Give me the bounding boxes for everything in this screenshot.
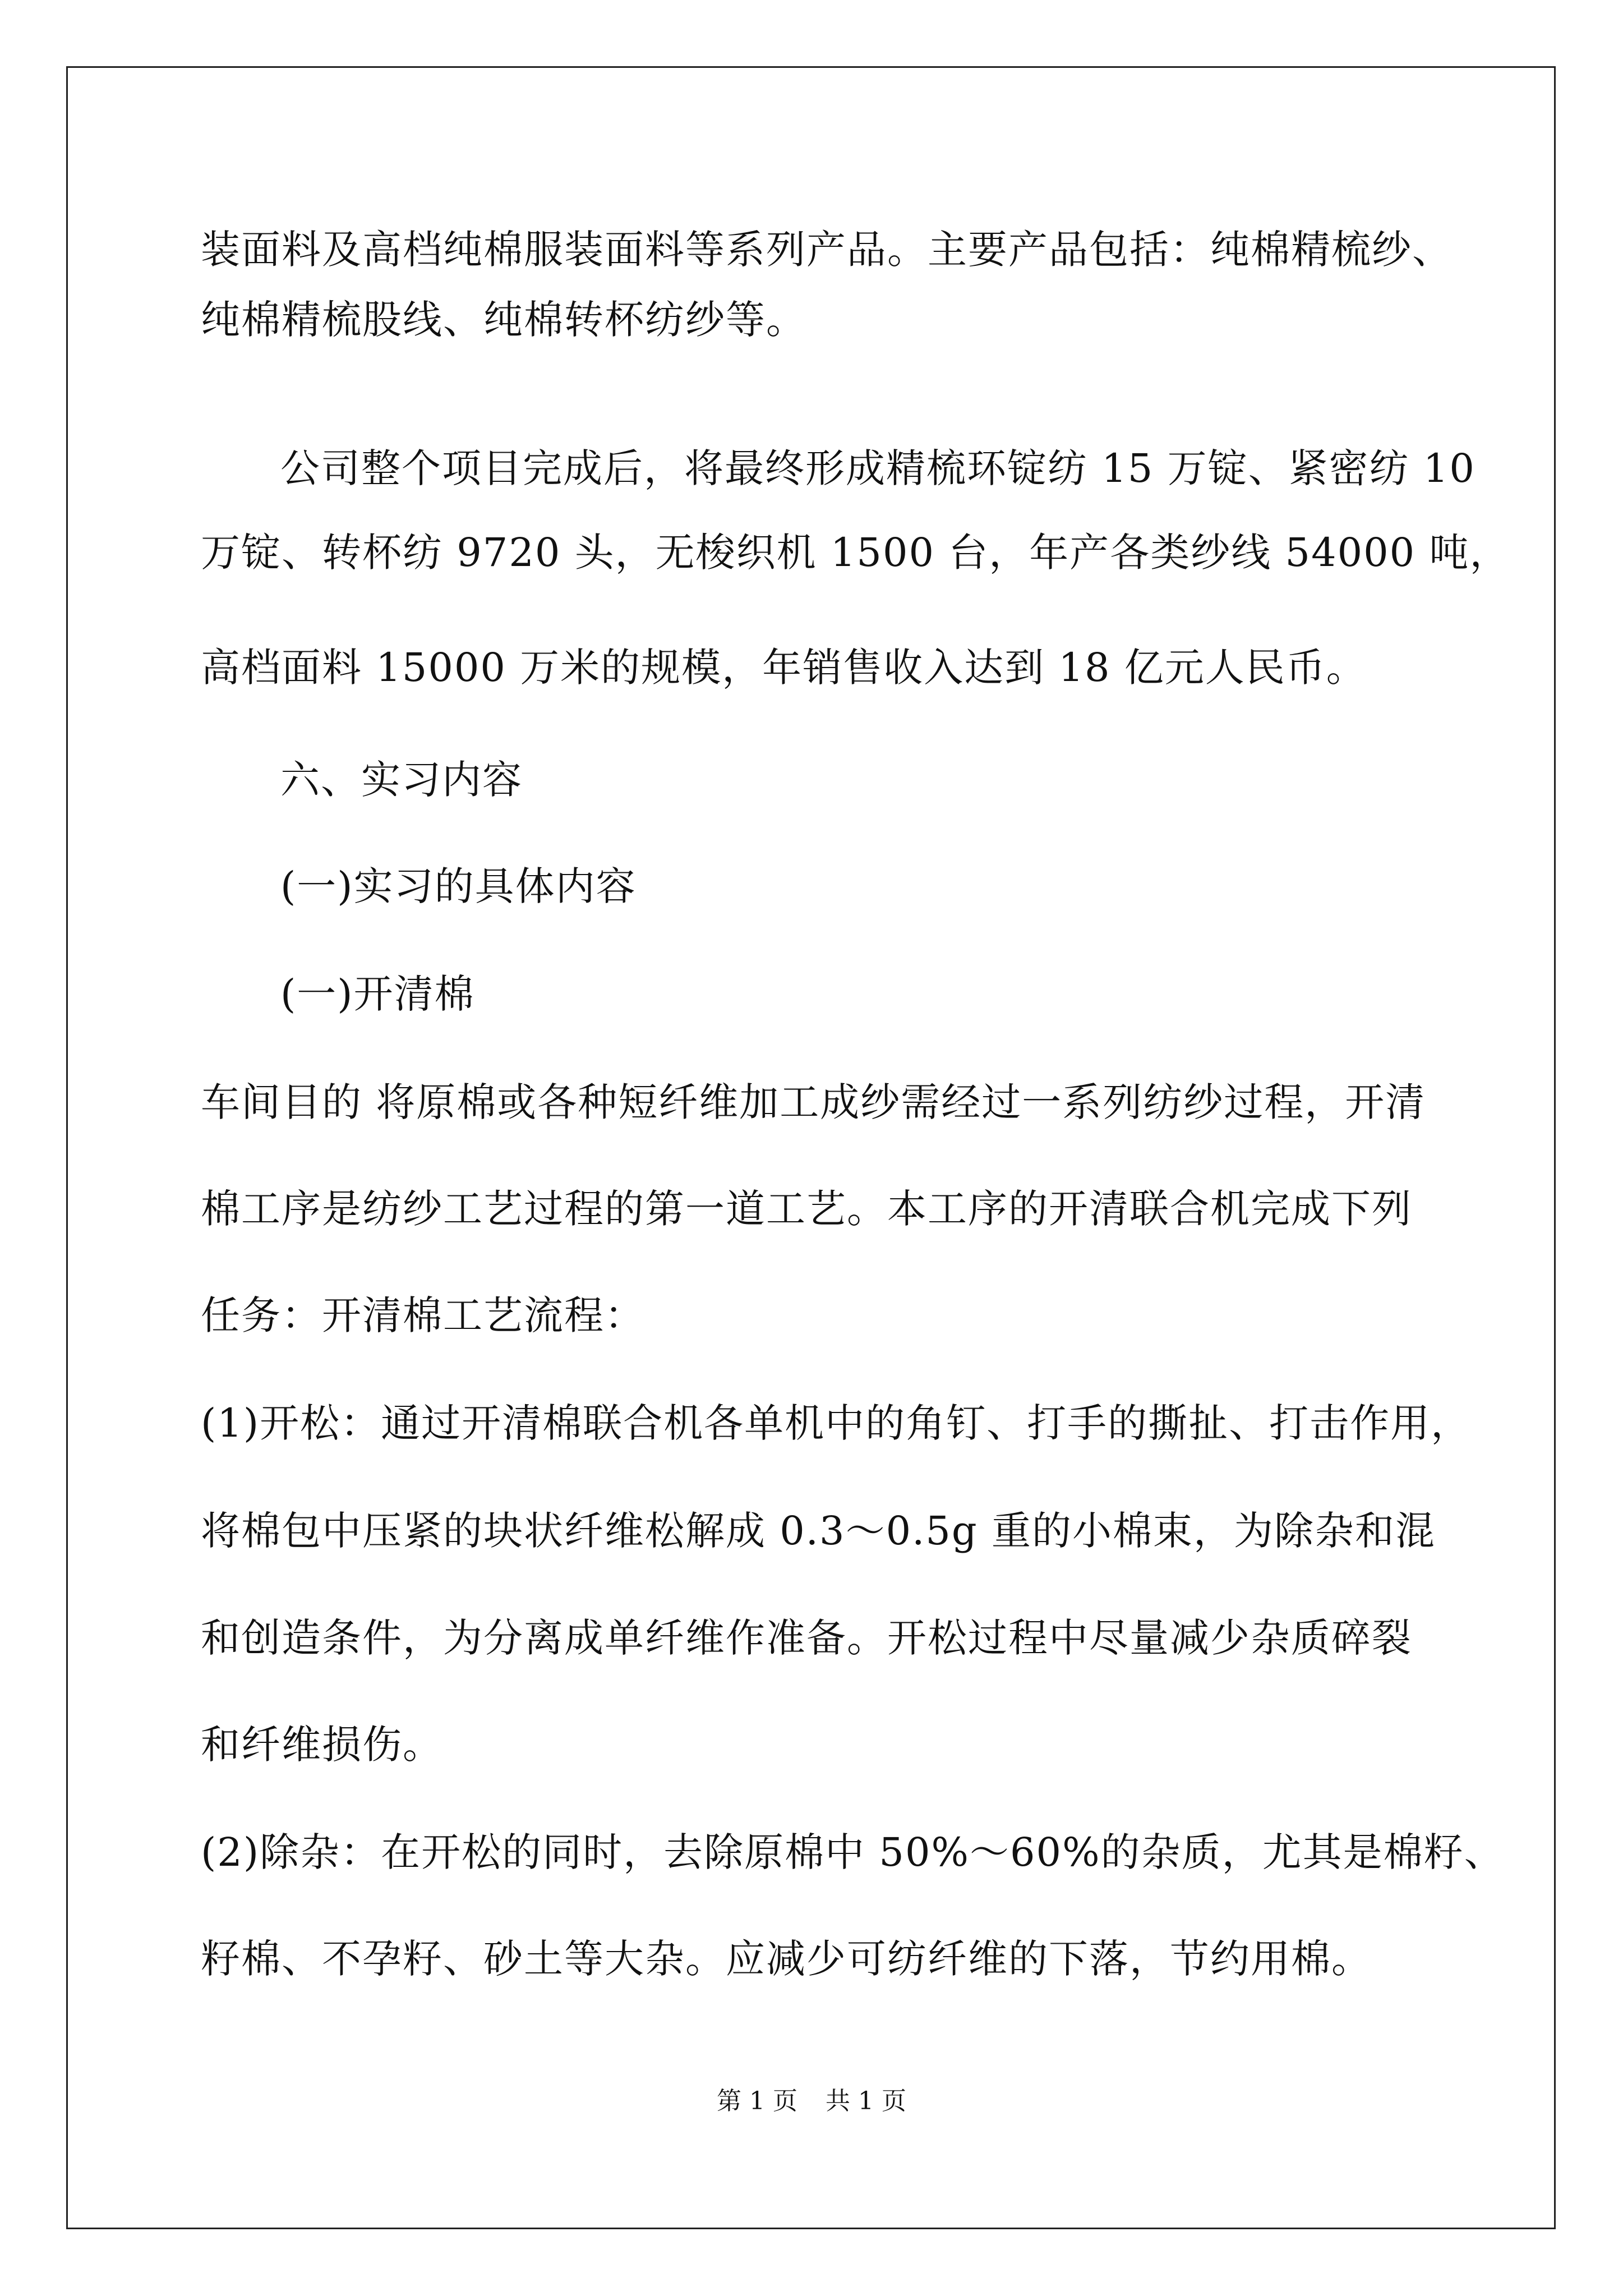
body-text-line: 万锭、转杯纺 9720 头，无梭织机 1500 台，年产各类纱线 54000 吨， xyxy=(201,530,1510,576)
subsection-heading: (一)开清棉 xyxy=(280,971,475,1017)
body-text-line: 将棉包中压紧的块状纤维松解成 0.3～0.5g 重的小棉束，为除杂和混 xyxy=(201,1508,1436,1554)
page-total: 共 1 页 xyxy=(826,2087,906,2115)
page-number: 第 1 页 xyxy=(717,2087,797,2115)
page-footer xyxy=(0,2086,1623,2117)
body-text-line: 纯棉精梳股线、纯棉转杯纺纱等。 xyxy=(201,297,806,343)
body-text-line: 装面料及高档纯棉服装面料等系列产品。主要产品包括：纯棉精梳纱、 xyxy=(201,227,1453,273)
body-text-line: 任务：开清棉工艺流程： xyxy=(201,1292,645,1338)
section-heading: 六、实习内容 xyxy=(280,757,523,803)
body-text-line: 和创造条件，为分离成单纤维作准备。开松过程中尽量减少杂质碎裂 xyxy=(201,1615,1412,1661)
subsection-heading: (一)实习的具体内容 xyxy=(280,863,637,909)
body-text-line: 公司整个项目完成后，将最终形成精梳环锭纺 15 万锭、紧密纺 10 xyxy=(280,445,1476,491)
body-text-line: 车间目的 将原棉或各种短纤维加工成纱需经过一系列纺纱过程，开清 xyxy=(201,1079,1426,1125)
page-border xyxy=(66,66,1556,2229)
body-text-line: 和纤维损伤。 xyxy=(201,1722,443,1768)
body-text-line: 棉工序是纺纱工艺过程的第一道工艺。本工序的开清联合机完成下列 xyxy=(201,1186,1412,1232)
body-text-line: (1)开松：通过开清棉联合机各单机中的角钉、打手的撕扯、打击作用， xyxy=(201,1400,1472,1446)
body-text-line: 高档面料 15000 万米的规模，年销售收入达到 18 亿元人民币。 xyxy=(201,645,1367,691)
body-text-line: 籽棉、不孕籽、砂土等大杂。应减少可纺纤维的下落，节约用棉。 xyxy=(201,1936,1372,1982)
body-text-line: (2)除杂：在开松的同时，去除原棉中 50%～60%的杂质，尤其是棉籽、 xyxy=(201,1829,1505,1875)
